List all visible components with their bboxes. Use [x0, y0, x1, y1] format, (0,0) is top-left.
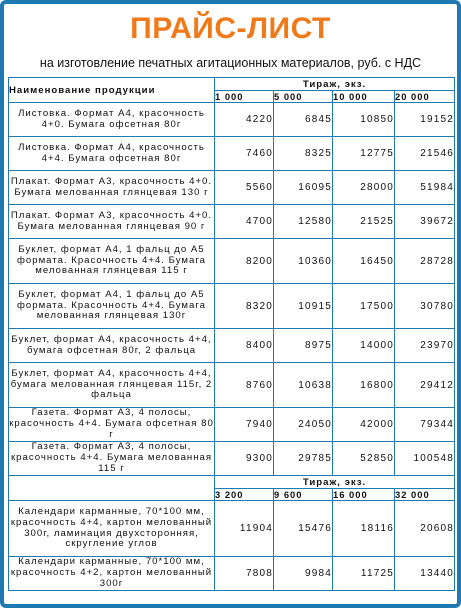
header2-empty — [9, 476, 215, 501]
table-row — [9, 103, 455, 137]
table-row — [9, 205, 455, 239]
table-row — [9, 239, 455, 284]
price-cell: 10360 — [274, 239, 333, 284]
price-cell: 9984 — [274, 557, 333, 591]
price-cell: 19152 — [395, 103, 455, 137]
product-name: Буклет, формат А4, 1 фальц до А5 формата. Красочность 4+4. Бумага мелованная глянцевая 130г — [9, 284, 215, 329]
product-name: Календари карманные, 70*100 мм, красочность 4+2, картон мелованный 300г — [9, 557, 215, 591]
price-cell: 30780 — [395, 284, 455, 329]
product-name: Плакат. Формат А3, красочность 4+0. Бумага мелованная глянцевая 130 г — [9, 171, 215, 205]
table-row — [9, 363, 455, 408]
price-cell: 12580 — [274, 205, 333, 239]
price-cell: 17500 — [333, 284, 395, 329]
table-row — [9, 137, 455, 171]
header-qty: 1 000 — [215, 91, 274, 103]
product-name: Газета. Формат А3, 4 полосы, красочность 4+4. Бумага мелованная 115 г — [9, 442, 215, 476]
price-cell: 8320 — [215, 284, 274, 329]
price-cell: 24050 — [274, 408, 333, 442]
price-cell: 8400 — [215, 329, 274, 363]
price-cell: 4220 — [215, 103, 274, 137]
price-cell: 79344 — [395, 408, 455, 442]
table-row — [9, 501, 455, 557]
product-name: Буклет, формат А4, красочность 4+4, бумага мелованная глянцевая 115г, 2 фальца — [9, 363, 215, 408]
price-table — [8, 77, 455, 591]
price-cell: 52850 — [333, 442, 395, 476]
price-cell: 16450 — [333, 239, 395, 284]
header-tirazh: Тираж, экз. — [215, 78, 455, 91]
price-cell: 11904 — [215, 501, 274, 557]
table-row — [9, 557, 455, 591]
price-cell: 7808 — [215, 557, 274, 591]
price-cell: 23970 — [395, 329, 455, 363]
header2-qty: 16 000 — [333, 489, 395, 501]
price-cell: 8975 — [274, 329, 333, 363]
header-name: Наименование продукции — [9, 78, 215, 103]
price-cell: 21546 — [395, 137, 455, 171]
table-row — [9, 329, 455, 363]
header2-qty: 9 600 — [274, 489, 333, 501]
table-row — [9, 442, 455, 476]
product-name: Листовка. Формат А4, красочность 4+0. Бумага офсетная 80г — [9, 103, 215, 137]
price-cell: 29412 — [395, 363, 455, 408]
product-name: Листовка. Формат А4, красочность 4+4. Бумага офсетная 80г — [9, 137, 215, 171]
price-cell: 29785 — [274, 442, 333, 476]
price-cell: 21525 — [333, 205, 395, 239]
price-cell: 100548 — [395, 442, 455, 476]
price-cell: 12775 — [333, 137, 395, 171]
price-cell: 18116 — [333, 501, 395, 557]
product-name: Календари карманные, 70*100 мм, красочность 4+4, картон мелованный 300г, ламинация двухсторонняя, скругление углов — [9, 501, 215, 557]
header-qty: 5 000 — [274, 91, 333, 103]
price-cell: 11725 — [333, 557, 395, 591]
price-cell: 39672 — [395, 205, 455, 239]
price-cell: 5560 — [215, 171, 274, 205]
header2-qty: 32 000 — [395, 489, 455, 501]
price-cell: 8760 — [215, 363, 274, 408]
price-cell: 28000 — [333, 171, 395, 205]
price-cell: 10850 — [333, 103, 395, 137]
price-cell: 15476 — [274, 501, 333, 557]
price-cell: 16800 — [333, 363, 395, 408]
table-row — [9, 408, 455, 442]
product-name: Буклет, формат А4, красочность 4+4, бумага офсетная 80г, 2 фальца — [9, 329, 215, 363]
price-cell: 6845 — [274, 103, 333, 137]
product-name: Буклет, формат А4, 1 фальц до А5 формата. Красочность 4+4. Бумага мелованная глянцевая 115 г — [9, 239, 215, 284]
price-cell: 8325 — [274, 137, 333, 171]
price-cell: 7940 — [215, 408, 274, 442]
price-cell: 51984 — [395, 171, 455, 205]
table-row — [9, 171, 455, 205]
price-cell: 4700 — [215, 205, 274, 239]
price-cell: 8200 — [215, 239, 274, 284]
product-name: Плакат. Формат А3, красочность 4+0. Бумага мелованная глянцевая 90 г — [9, 205, 215, 239]
header-qty: 10 000 — [333, 91, 395, 103]
table-row — [9, 284, 455, 329]
price-cell: 14000 — [333, 329, 395, 363]
price-cell: 10638 — [274, 363, 333, 408]
price-cell: 42000 — [333, 408, 395, 442]
price-cell: 28728 — [395, 239, 455, 284]
price-cell: 10915 — [274, 284, 333, 329]
price-cell: 20608 — [395, 501, 455, 557]
header-qty: 20 000 — [395, 91, 455, 103]
product-name: Газета. Формат А3, 4 полосы, красочность 4+4. Бумага офсетная 80 г — [9, 407, 214, 440]
price-cell: 13440 — [395, 557, 455, 591]
header2-qty: 3 200 — [215, 489, 274, 501]
price-cell: 16095 — [274, 171, 333, 205]
price-cell: 7460 — [215, 137, 274, 171]
page-title: ПРАЙС-ЛИСТ — [130, 12, 331, 45]
page-subtitle: на изготовление печатных агитационных материалов, руб. с НДС — [39, 56, 422, 70]
header2-tirazh: Тираж, экз. — [215, 476, 455, 489]
price-cell: 9300 — [215, 442, 274, 476]
